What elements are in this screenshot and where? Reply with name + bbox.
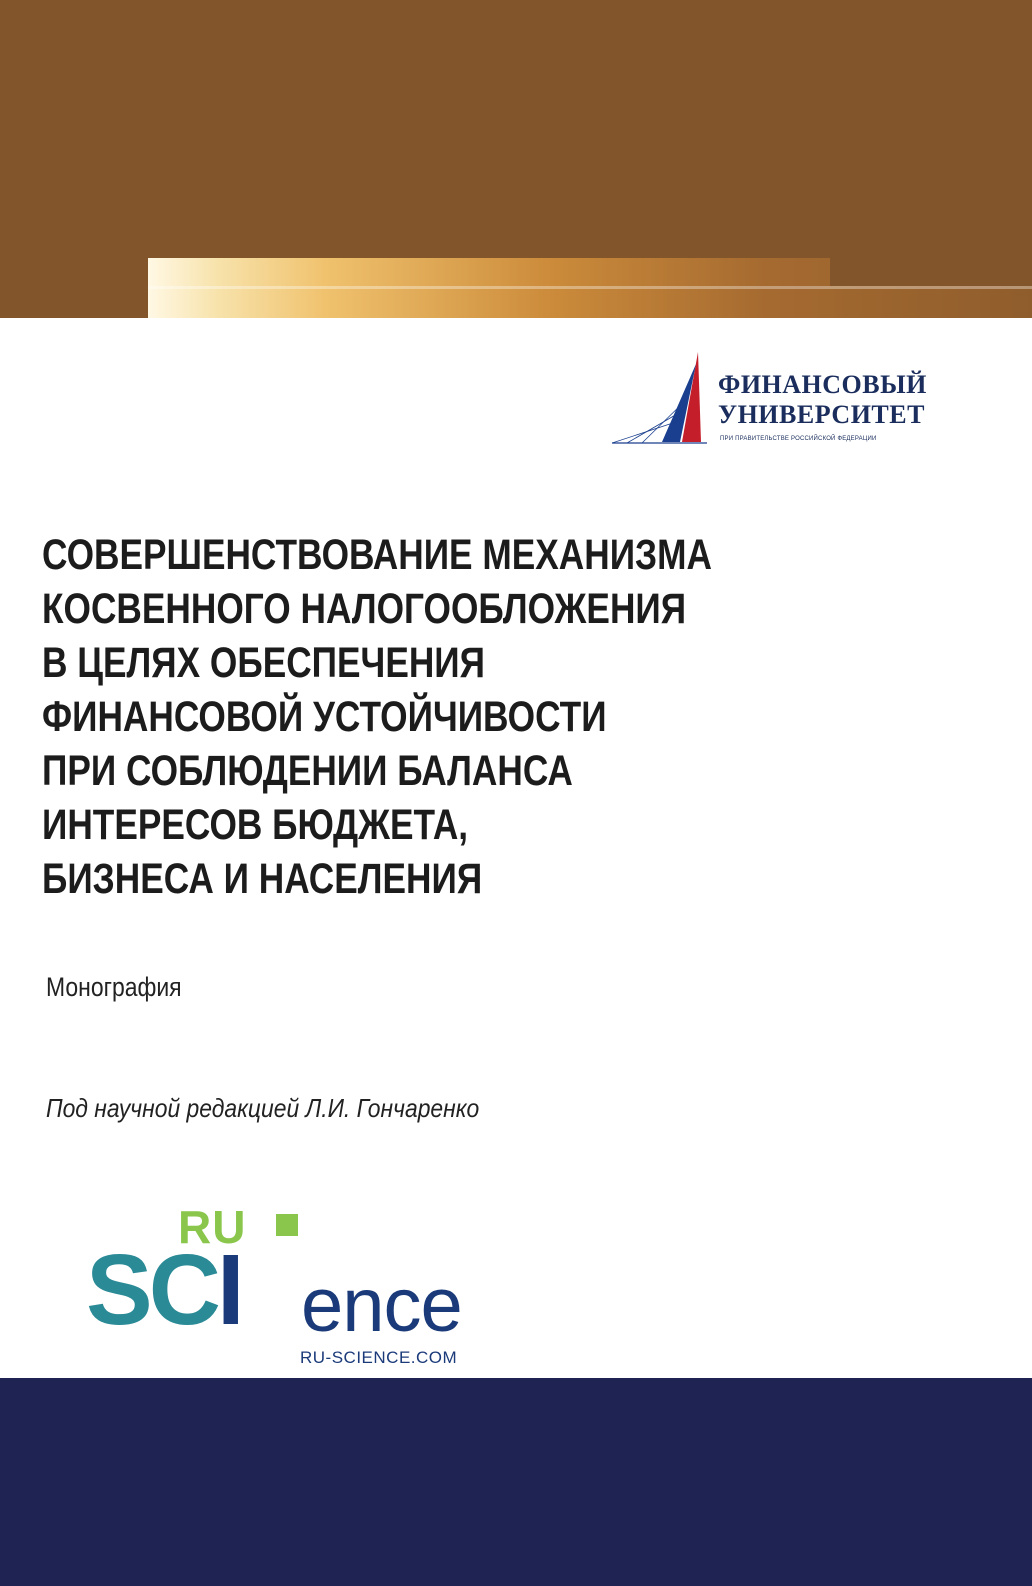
- title-line: ПРИ СОБЛЮДЕНИИ БАЛАНСА: [42, 747, 573, 795]
- ruscience-sci: [86, 1234, 241, 1346]
- title-line: БИЗНЕСА И НАСЕЛЕНИЯ: [42, 855, 483, 903]
- ruscience-sc: SC: [86, 1234, 217, 1346]
- book-title: [42, 528, 829, 906]
- title-line: ИНТЕРЕСОВ БЮДЖЕТА,: [42, 801, 469, 849]
- ruscience-logo: [86, 1200, 506, 1380]
- logo-line2: УНИВЕРСИТЕТ: [718, 400, 925, 429]
- logo-line3: ПРИ ПРАВИТЕЛЬСТВЕ РОССИЙСКОЙ ФЕДЕРАЦИИ: [720, 436, 877, 442]
- ruscience-ence: ence: [301, 1263, 462, 1348]
- logo-line1: ФИНАНСОВЫЙ: [718, 370, 927, 399]
- stripe-highlight: [148, 286, 1032, 289]
- book-editor: Под научной редакцией Л.И. Гончаренко: [46, 1093, 480, 1123]
- title-line: СОВЕРШЕНСТВОВАНИЕ МЕХАНИЗМА: [42, 531, 712, 579]
- financial-university-logo: [612, 350, 942, 455]
- bottom-color-band: [0, 1378, 1032, 1586]
- title-line: КОСВЕННОГО НАЛОГООБЛОЖЕНИЯ: [42, 585, 687, 633]
- ruscience-i: I: [216, 1234, 241, 1346]
- book-genre: Монография: [46, 972, 182, 1002]
- green-square-icon: [276, 1214, 298, 1236]
- title-line: ФИНАНСОВОЙ УСТОЙЧИВОСТИ: [42, 693, 607, 741]
- ruscience-ru: RU: [178, 1201, 247, 1253]
- title-line: В ЦЕЛЯХ ОБЕСПЕЧЕНИЯ: [42, 639, 485, 687]
- stripe-cutout: [830, 258, 1032, 286]
- flag-sail-icon: [612, 350, 722, 450]
- ruscience-url: RU-SCIENCE.COM: [300, 1348, 458, 1367]
